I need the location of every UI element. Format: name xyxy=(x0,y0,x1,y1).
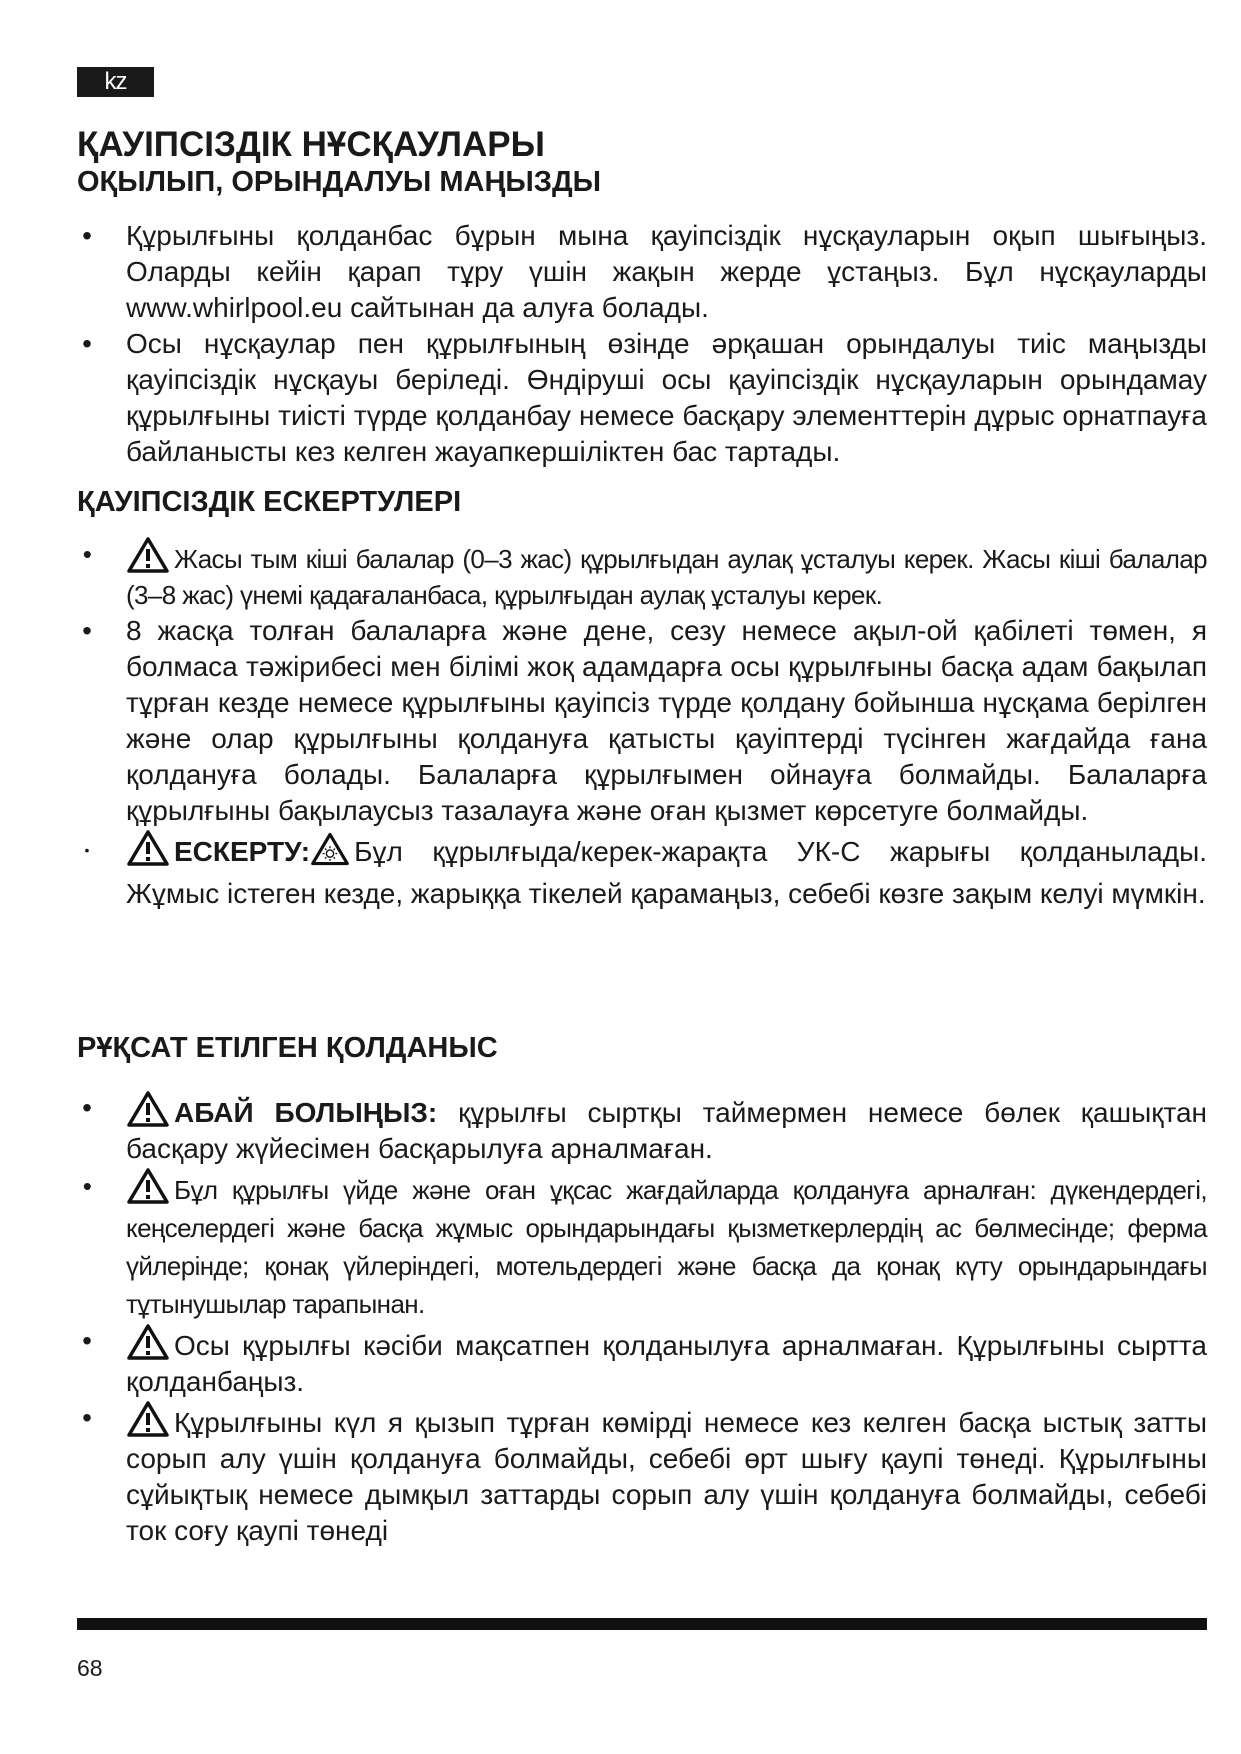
permitted-use-heading: РҰҚСАТ ЕТІЛГЕН ҚОЛДАНЫС xyxy=(77,1032,498,1064)
language-tag: kz xyxy=(77,67,154,97)
bullet: • xyxy=(82,615,92,646)
list-item xyxy=(77,536,1207,613)
use-text-2: Бұл құрылғы үйде және оған ұқсас жағдайларда қолдануға арналған: дүкендердегі, кеңселердегі және басқа жұмыс орындарындағы қызметкерлердің ас бөлмесінде; ферма үйлерінде; қонақ үйлеріндегі, мотельдердегі және басқа да қонақ күту орындарындағы тұтынушылар тарапынан. xyxy=(126,1175,1207,1319)
list-item xyxy=(77,1167,1207,1323)
bullet: • xyxy=(82,1171,92,1201)
warnings-heading: ҚАУІПСІЗДІК ЕСКЕРТУЛЕРІ xyxy=(77,486,462,518)
use-text-1: құрылғы сыртқы таймермен немесе бөлек қашықтан басқару жүйесімен басқарылуға арналмаған. xyxy=(126,1097,1207,1164)
caution-label: АБАЙ БОЛЫҢЫЗ: xyxy=(174,1097,438,1128)
list-item xyxy=(77,1090,1207,1167)
list-item xyxy=(77,326,1207,470)
intro-list xyxy=(77,218,1207,470)
warning-triangle-icon xyxy=(126,1167,170,1205)
list-item xyxy=(77,218,1207,326)
warnings-list xyxy=(77,536,1207,915)
warning-triangle-icon xyxy=(126,1323,170,1361)
permitted-use-list xyxy=(77,1090,1207,1549)
bullet: • xyxy=(84,842,90,858)
use-text-3: Осы құрылғы кәсіби мақсатпен қолданылуға арналмаған. Құрылғыны сыртта қолданбаңыз. xyxy=(126,1330,1207,1397)
page-title: ҚАУІПСІЗДІК НҰСҚАУЛАРЫ xyxy=(77,125,545,164)
footer-rule xyxy=(77,1618,1207,1630)
bullet: • xyxy=(82,1092,92,1123)
list-item xyxy=(77,613,1207,829)
list-item xyxy=(77,1323,1207,1400)
bullet: • xyxy=(82,1402,92,1433)
page-number: 68 xyxy=(77,1655,103,1681)
bullet: • xyxy=(82,539,92,569)
warning-text-2: 8 жасқа толған балаларға және дене, сезу немесе ақыл-ой қабілеті төмен, я болмаса тәжірибесі мен білімі жоқ адамдарға осы құрылғыны басқа адам бақылап тұрған кезде немесе құрылғыны қауіпсіз түрде қолдану бойынша нұсқама берілген және олар құрылғыны қолдануға қатысты қауіптерді түсінген жағдайда ғана қолдануға болады. Балаларға құрылғымен ойнауға болмайды. Балаларға құрылғыны бақылаусыз тазалауға және оған қызмет көрсетуге болмайды. xyxy=(126,615,1207,826)
bullet: • xyxy=(82,1325,92,1356)
bullet: • xyxy=(82,328,92,359)
intro-text-1: Құрылғыны қолданбас бұрын мына қауіпсіздік нұсқауларын оқып шығыңыз. Оларды кейін қарап тұру үшін жақын жерде ұстаңыз. Бұл нұсқауларды www.whirlpool.eu сайтынан да алуға болады. xyxy=(126,220,1207,323)
use-text-4: Құрылғыны күл я қызып тұрған көмірді немесе кез келген басқа ыстық затты сорып алу үшін қолдануға болмайды, себебі өрт шығу қаупі төнеді. Құрылғыны сұйықтық немесе дымқыл заттарды сорып алу үшін қолдануға болмайды, себебі ток соғу қаупі төнеді xyxy=(126,1407,1207,1546)
warning-text-3: Бұл құрылғыда/керек-жарақта УК-С жарығы қолданылады. Жұмыс істеген кезде, жарыққа тікелей қарамаңыз, себебі көзге зақым келуі мүмкін. xyxy=(126,836,1207,909)
uv-radiation-icon xyxy=(310,831,350,867)
intro-text-2: Осы нұсқаулар пен құрылғының өзінде әрқашан орындалуы тиіс маңызды қауіпсіздік нұсқауы беріледі. Өндіруші осы қауіпсіздік нұсқауларын орындамау құрылғыны тиісті түрде қолданбау немесе басқару элементтерін дұрыс орнатпауға байланысты кез келген жауапкершіліктен бас тартады. xyxy=(126,328,1207,467)
warning-triangle-icon xyxy=(126,829,170,867)
list-item xyxy=(77,1400,1207,1549)
warning-triangle-icon xyxy=(126,1400,170,1438)
list-item xyxy=(77,829,1207,915)
warning-text-1: Жасы тым кіші балалар (0–3 жас) құрылғыдан аулақ ұсталуы керек. Жасы кіші балалар (3–8 жас) үнемі қадағаланбаса, құрылғыдан аулақ ұсталуы керек. xyxy=(126,544,1207,610)
warning-triangle-icon xyxy=(126,1090,170,1128)
page-subtitle: ОҚЫЛЫП, ОРЫНДАЛУЫ МАҢЫЗДЫ xyxy=(77,166,602,198)
warning-label: ЕСКЕРТУ: xyxy=(174,836,311,867)
bullet: • xyxy=(82,220,92,251)
warning-triangle-icon xyxy=(126,536,170,574)
